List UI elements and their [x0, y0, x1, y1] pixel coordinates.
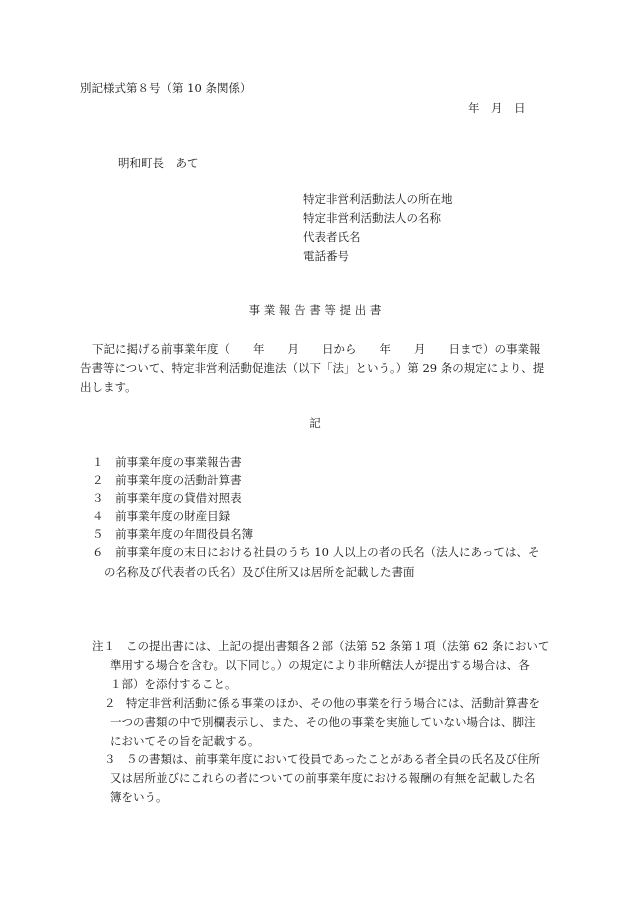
note-line: 一つの書類の中で別欄表示し、また、その他の事業を実施していない場合は、脚注 — [110, 715, 536, 729]
document-title: 事 業 報 告 書 等 提 出 書 — [248, 303, 382, 317]
item-text: 前事業年度の事業報告書 — [115, 455, 242, 469]
form-number: 別記様式第８号（第 10 条関係） — [80, 81, 252, 95]
applicant-address-label: 特定非営利活動法人の所在地 — [303, 192, 453, 206]
note-line: この提出書には、上記の提出書類各２部（法第 52 条第１項（法第 62 条において — [126, 639, 550, 653]
item-number: ４ — [92, 509, 104, 523]
item-text: 前事業年度の年間役員名簿 — [115, 527, 254, 541]
list-item — [92, 456, 242, 470]
note-label: 注１ — [92, 639, 115, 653]
addressee: 明和町長 あて — [118, 156, 199, 170]
list-item — [92, 492, 242, 506]
body-line: 告書等について、特定非営利活動促進法（以下「法」という。）第 29 条の規定により、提 — [80, 361, 545, 375]
item-number: ２ — [92, 473, 104, 487]
item-text: 前事業年度の活動計算書 — [115, 473, 242, 487]
note-label: ３ — [104, 752, 116, 766]
note-line: 簿をいう。 — [110, 790, 168, 804]
representative-label: 代表者氏名 — [303, 230, 361, 244]
item-number: ６ — [92, 545, 104, 559]
date-placeholder: 年 月 日 — [468, 101, 526, 115]
note-line: 準用する場合を含む。以下同じ。）の規定により非所轄法人が提出する場合は、各 — [110, 658, 530, 672]
note-line: 又は居所並びにこれらの者についての前事業年度における報酬の有無を記載した名 — [110, 771, 536, 785]
body-line: 出します。 — [80, 380, 137, 394]
list-item — [92, 474, 242, 488]
applicant-name-label: 特定非営利活動法人の名称 — [303, 211, 441, 225]
note-line: においてその旨を記載する。 — [110, 734, 260, 748]
list-item-continuation: の名称及び代表者の氏名）及び住所又は居所を記載した書面 — [104, 565, 415, 579]
note-line: ５の書類は、前事業年度において役員であったことがある者全員の氏名及び住所 — [126, 752, 540, 766]
item-text: 前事業年度の財産目録 — [115, 509, 231, 523]
item-number: ５ — [92, 527, 104, 541]
item-text: 前事業年度の末日における社員のうち 10 人以上の者の氏名（法人にあっては、そ — [115, 545, 540, 559]
note-label: ２ — [104, 696, 116, 710]
list-item — [92, 546, 539, 560]
phone-label: 電話番号 — [303, 249, 349, 263]
ki-heading: 記 — [309, 416, 321, 430]
item-text: 前事業年度の貸借対照表 — [115, 491, 242, 505]
body-line: 下記に掲げる前事業年度（ 年 月 日から 年 月 日まで）の事業報 — [92, 342, 541, 356]
list-item — [92, 510, 230, 524]
item-number: １ — [92, 455, 104, 469]
list-item — [92, 528, 253, 542]
note-line: 特定非営利活動に係る事業のほか、その他の事業を行う場合には、活動計算書を — [126, 696, 540, 710]
item-number: ３ — [92, 491, 104, 505]
note-line: １部）を添付すること。 — [110, 677, 237, 691]
